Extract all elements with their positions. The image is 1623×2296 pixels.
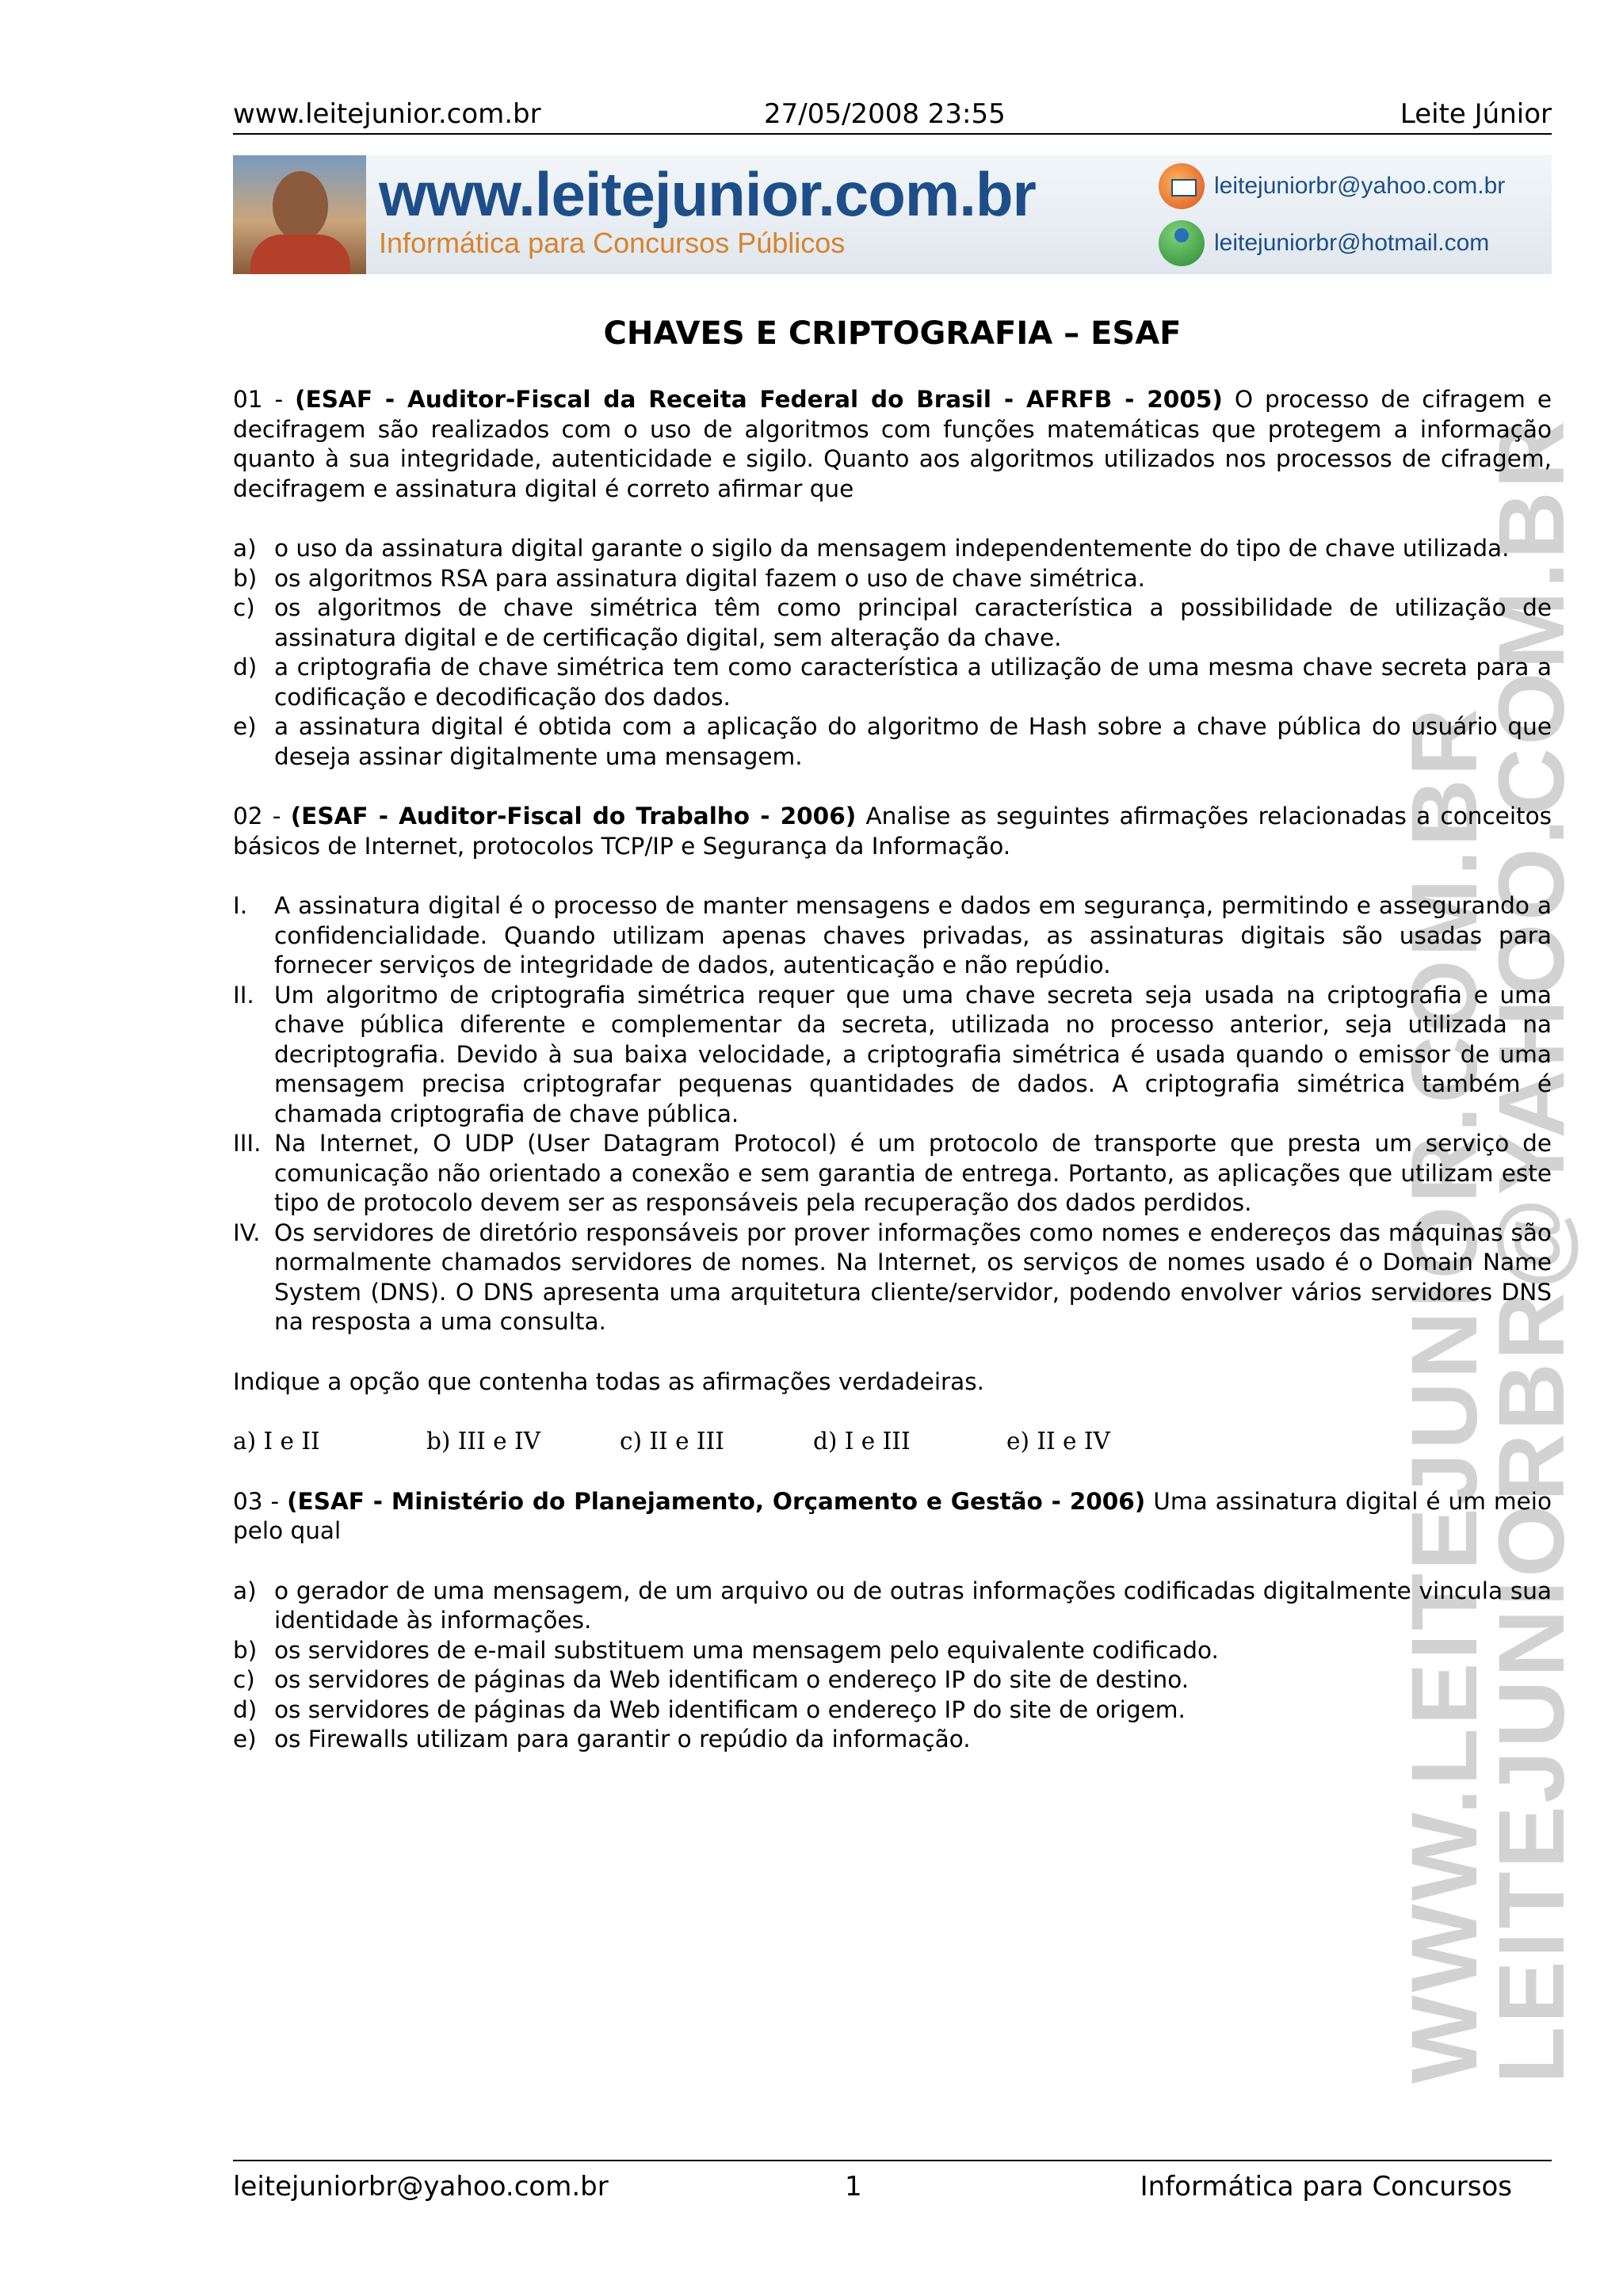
question-2-statements <box>233 891 1552 1337</box>
option-text: o gerador de uma mensagem, de um arquivo ou de outras informações codificadas digitalmente vincula sua identidade às informações. <box>274 1577 1552 1634</box>
option-text: os servidores de páginas da Web identificam o endereço IP do site de destino. <box>274 1666 1190 1693</box>
option-item <box>233 712 1552 772</box>
question-source: (ESAF - Auditor-Fiscal do Trabalho - 2006) <box>290 803 857 830</box>
option-item <box>233 1636 1552 1666</box>
option-item <box>233 1665 1552 1695</box>
choice-item: d) I e III <box>813 1428 911 1455</box>
header-site: www.leitejunior.com.br <box>233 98 541 130</box>
option-item <box>233 1695 1552 1726</box>
statement-marker: IV. <box>233 1219 261 1246</box>
banner-site-title: www.leitejunior.com.br <box>379 159 1036 229</box>
page-footer <box>233 2160 1552 2203</box>
footer-email: leitejuniorbr@yahoo.com.br <box>233 2171 609 2203</box>
watermark-email: LEITEJUNIORBR@YAHOO.COM.BR <box>1480 418 1584 2084</box>
statement-item <box>233 891 1552 981</box>
option-item <box>233 653 1552 712</box>
option-text: a criptografia de chave simétrica tem como característica a utilização de uma mesma chave secreta para a codificação e decodificação dos dados. <box>274 654 1552 711</box>
option-text: os servidores de páginas da Web identificam o endereço IP do site de origem. <box>274 1695 1186 1723</box>
question-text: Analise as seguintes afirmações relacionadas a conceitos básicos de Internet, protocolos TCP/IP e Segurança da Informação. <box>233 803 1552 860</box>
banner-tagline: Informática para Concursos Públicos <box>379 227 846 259</box>
question-1 <box>233 385 1552 504</box>
question-2-choices <box>233 1427 1552 1457</box>
question-number: 02 - <box>233 803 291 830</box>
question-text: O processo de cifragem e decifragem são realizados com o uso de algoritmos com funções matemáticas que protegem a informação quanto à sua integridade, autenticidade e sigilo. Quanto aos algoritmos utilizados nos processos de cifragem, decifragem e assinatura digital é correto afirmar que <box>233 386 1552 502</box>
page-title: CHAVES E CRIPTOGRAFIA – ESAF <box>603 315 1182 352</box>
footer-label: Informática para Concursos <box>1140 2171 1512 2203</box>
banner-email-yahoo <box>1159 163 1505 209</box>
option-item <box>233 1725 1552 1755</box>
option-marker: c) <box>233 594 255 621</box>
option-text: a assinatura digital é obtida com a aplicação do algoritmo de Hash sobre a chave pública do usuário que deseja assinar digitalmente uma mensagem. <box>274 713 1552 770</box>
option-text: os servidores de e-mail substituem uma mensagem pelo equivalente codificado. <box>274 1636 1219 1664</box>
statement-item <box>233 1129 1552 1219</box>
statement-text: A assinatura digital é o processo de manter mensagens e dados em segurança, permitindo e assegurando a confidencialidade. Quando utilizam apenas chaves privadas, as assinaturas digitais são usadas para fornecer serviços de integridade de dados, autenticação e não repúdio. <box>274 892 1552 978</box>
page-content <box>233 314 1552 1785</box>
question-3-options <box>233 1577 1552 1755</box>
question-1-options <box>233 534 1552 772</box>
option-text: o uso da assinatura digital garante o sigilo da mensagem independentemente do tipo de chave utilizada. <box>274 535 1510 562</box>
statement-text: Um algoritmo de criptografia simétrica requer que uma chave secreta seja usada na criptografia e uma chave pública diferente e complementar da secreta, utilizada no processo anterior, seja utilizada na decriptografia. Devido à sua baixa velocidade, a criptografia simétrica é usada quando o emissor de uma mensagem precisa criptografar pequenas quantidades de dados. A criptografia simétrica também é chamada criptografia de chave pública. <box>274 981 1552 1127</box>
header-author: Leite Júnior <box>1400 98 1552 130</box>
question-text: Uma assinatura digital é um meio pelo qual <box>233 1487 1552 1544</box>
question-number: 03 - <box>233 1487 288 1515</box>
question-source: (ESAF - Auditor-Fiscal da Receita Federal do Brasil - AFRFB - 2005) <box>295 386 1223 413</box>
option-text: os algoritmos RSA para assinatura digital fazem o uso de chave simétrica. <box>274 564 1146 592</box>
question-2-instruction: Indique a opção que contenha todas as afirmações verdadeiras. <box>233 1367 984 1395</box>
choice-item: b) III e IV <box>426 1428 540 1455</box>
option-marker: d) <box>233 1695 258 1723</box>
watermark-site: WWW.LEITEJUNIOR.COM.BR <box>1392 705 1497 2084</box>
statement-text: Na Internet, O UDP (User Datagram Protocol) é um protocolo de transporte que presta um serviço de comunicação não orientado a conexão e sem garantia de entrega. Portanto, as aplicações que utilizam este tipo de protocolo devem ser as responsáveis pela recuperação dos dados perdidos. <box>274 1130 1552 1216</box>
option-text: os Firewalls utilizam para garantir o repúdio da informação. <box>274 1726 971 1753</box>
site-banner <box>233 155 1552 274</box>
option-marker: b) <box>233 564 258 592</box>
banner-email-hotmail-text: leitejuniorbr@hotmail.com <box>1214 230 1490 256</box>
author-photo <box>233 155 366 274</box>
statement-text: Os servidores de diretório responsáveis por prover informações como nomes e endereços das máquinas são normalmente chamados servidores de nomes. Na Internet, os serviços de nomes usado é o Domain Name System (DNS). O DNS apresenta uma arquitetura cliente/servidor, podendo envolver vários servidores DNS na resposta a uma consulta. <box>274 1219 1552 1335</box>
option-item <box>233 534 1552 564</box>
statement-marker: I. <box>233 892 248 919</box>
option-item <box>233 564 1552 594</box>
choice-item: c) II e III <box>620 1428 724 1455</box>
question-number: 01 - <box>233 386 296 413</box>
page-header <box>233 98 1552 135</box>
choice-item: a) I e II <box>233 1428 320 1455</box>
option-item <box>233 1577 1552 1636</box>
statement-item <box>233 1219 1552 1337</box>
option-marker: d) <box>233 654 258 681</box>
statement-marker: II. <box>233 981 254 1009</box>
option-marker: a) <box>233 535 257 562</box>
email-icon <box>1159 163 1205 209</box>
statement-marker: III. <box>233 1130 262 1157</box>
option-text: os algoritmos de chave simétrica têm como principal característica a possibilidade de utilização de assinatura digital e de certificação digital, sem alteração da chave. <box>274 594 1552 651</box>
option-marker: e) <box>233 713 257 740</box>
banner-email-hotmail <box>1159 220 1489 266</box>
statement-item <box>233 981 1552 1130</box>
option-item <box>233 593 1552 653</box>
option-marker: b) <box>233 1636 258 1664</box>
question-2 <box>233 802 1552 861</box>
header-datetime: 27/05/2008 23:55 <box>764 98 1006 130</box>
option-marker: e) <box>233 1726 257 1753</box>
choice-item: e) II e IV <box>1006 1428 1110 1455</box>
option-marker: c) <box>233 1666 255 1693</box>
question-source: (ESAF - Ministério do Planejamento, Orçamento e Gestão - 2006) <box>287 1487 1146 1515</box>
option-marker: a) <box>233 1577 257 1604</box>
messenger-icon <box>1159 220 1205 266</box>
page-number: 1 <box>845 2171 862 2203</box>
question-3 <box>233 1487 1552 1547</box>
banner-email-yahoo-text: leitejuniorbr@yahoo.com.br <box>1214 173 1506 199</box>
